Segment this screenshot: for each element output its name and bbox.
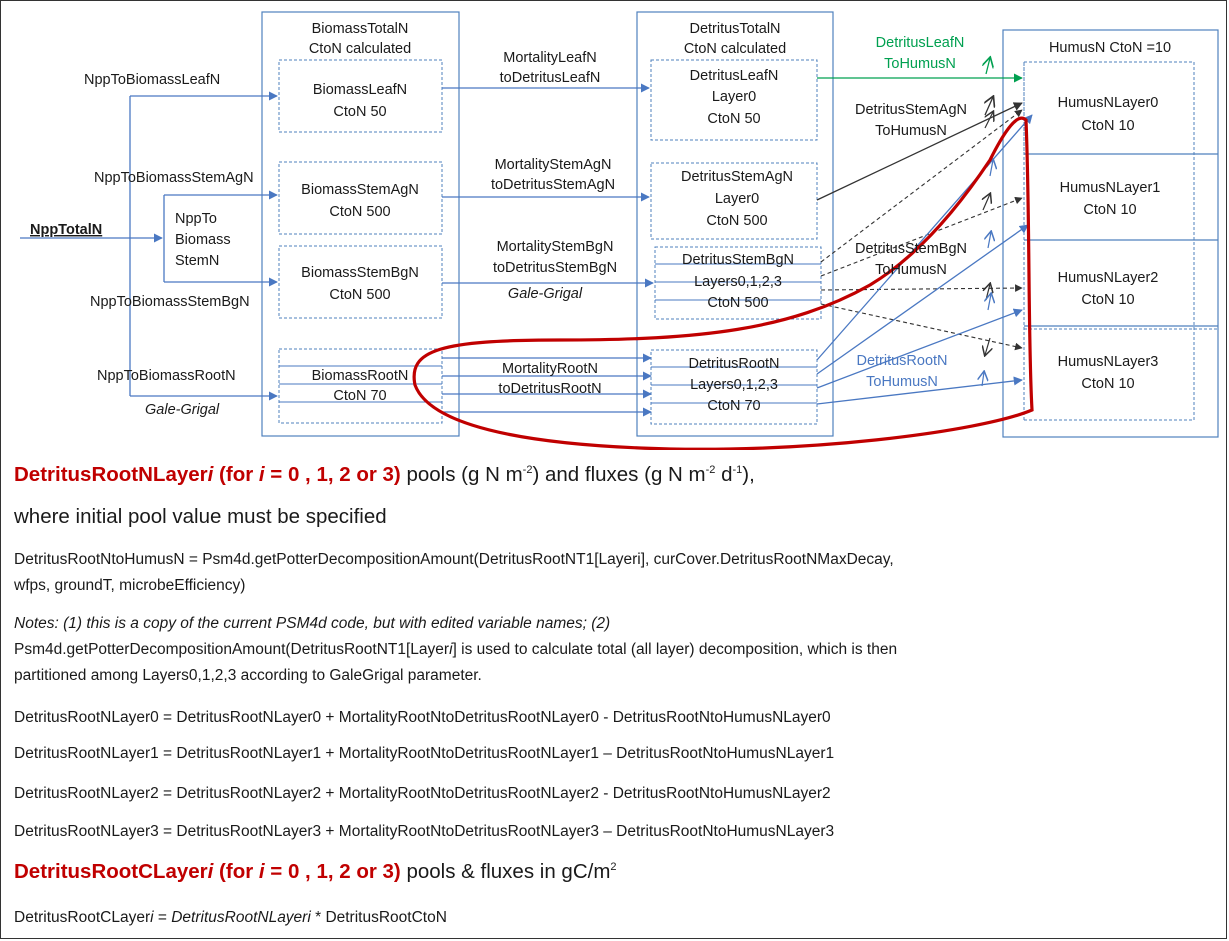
last-i: i xyxy=(150,909,154,926)
mortality-stem-bg-2: toDetritusStemBgN xyxy=(492,260,618,276)
humus-flux-stem-bg-1: DetritusStemBgN xyxy=(854,241,968,257)
equation-layer1: DetritusRootNLayer1 = DetritusRootNLayer1 + MortalityRootNtoDetritusRootNLayer1 – DetritusRootNtoHumusNLayer1 xyxy=(14,745,835,762)
heading1-pools-end: ), xyxy=(742,463,755,486)
npp-stem-label-2: Biomass xyxy=(175,232,231,248)
npp-stem-label-3: StemN xyxy=(175,253,220,269)
notes-line2-i: i xyxy=(449,641,453,658)
biomass-leaf-cton: CtoN 50 xyxy=(333,104,387,120)
notes-line-2 xyxy=(14,639,897,660)
humus-layer1-name: HumusNLayer1 xyxy=(1059,180,1161,196)
humus-flux-stem-bg-2: ToHumusN xyxy=(875,262,947,278)
detritus-stem-bg-layer: Layers0,1,2,3 xyxy=(694,274,782,290)
humus-layer2-cton: CtoN 10 xyxy=(1081,292,1135,308)
humus-layer0-name: HumusNLayer0 xyxy=(1057,95,1159,111)
biomass-root-name: BiomassRootN xyxy=(311,368,409,384)
detritus-stem-bg-cton: CtoN 500 xyxy=(707,295,769,311)
humus-header: HumusN CtoN =10 xyxy=(1048,40,1172,56)
last-c: DetritusRootNLayeri xyxy=(171,909,311,926)
humus-layer3-cton: CtoN 10 xyxy=(1081,376,1135,392)
gale-grigal-mid: Gale-Grigal xyxy=(507,286,583,302)
detritus-stem-ag-cton: CtoN 500 xyxy=(706,213,768,229)
heading1-exp3: -1 xyxy=(732,464,743,477)
mortality-root-1: MortalityRootN xyxy=(502,361,598,377)
detritus-leaf-name: DetritusLeafN xyxy=(689,68,779,84)
npp-leaf-label: NppToBiomassLeafN xyxy=(84,72,221,88)
heading1-exp2: -2 xyxy=(705,464,716,477)
detritus-header-1: DetritusTotalN xyxy=(689,21,781,37)
npp-total-label: NppTotalN xyxy=(30,222,103,238)
detritus-root-name: DetritusRootN xyxy=(688,356,780,372)
biomass-header-2: CtoN calculated xyxy=(308,41,412,57)
heading1-pools-pre: pools (g N m xyxy=(400,463,523,486)
heading2-qual-post: = 0 , 1, 2 or 3) xyxy=(264,860,401,883)
npp-stem-bg-label: NppToBiomassStemBgN xyxy=(90,294,250,310)
heading2-rest: pools & fluxes in gC/m xyxy=(400,860,611,883)
gale-grigal-left: Gale-Grigal xyxy=(145,402,220,418)
last-d: * DetritusRootCtoN xyxy=(310,909,447,926)
code-line-1: DetritusRootNtoHumusN = Psm4d.getPotterDecompositionAmount(DetritusRootNT1[Layeri], curCover.DetritusRootNMaxDecay, xyxy=(14,551,894,568)
heading2-name: DetritusRootCLayer xyxy=(14,860,208,883)
nitrogen-flow-diagram xyxy=(0,0,1229,450)
notes-line2-a: Psm4d.getPotterDecompositionAmount(DetritusRootNT1[Layer xyxy=(14,641,450,658)
heading1-name: DetritusRootNLayer xyxy=(14,463,208,486)
biomass-stem-bg-pool xyxy=(279,246,442,318)
biomass-root-cton: CtoN 70 xyxy=(333,388,387,404)
humus-layer1-cton: CtoN 10 xyxy=(1083,202,1137,218)
detritus-leaf-layer: Layer0 xyxy=(711,89,757,105)
humus-layer0-cton: CtoN 10 xyxy=(1081,118,1135,134)
carbon-equation xyxy=(14,907,447,928)
heading1-qual-post: = 0 , 1, 2 or 3) xyxy=(264,463,401,486)
last-a: DetritusRootCLayer xyxy=(14,909,151,926)
notes-line-1: Notes: (1) this is a copy of the current PSM4d code, but with edited variable names; (2) xyxy=(14,615,611,632)
detritus-root-cton: CtoN 70 xyxy=(707,398,761,414)
mortality-leaf-2: toDetritusLeafN xyxy=(499,70,601,86)
detritus-header-2: CtoN calculated xyxy=(683,41,787,57)
equation-layer3: DetritusRootNLayer3 = DetritusRootNLayer3 + MortalityRootNtoDetritusRootNLayer3 – DetritusRootNtoHumusNLayer3 xyxy=(14,823,835,840)
heading1-qual-var: i xyxy=(258,463,265,486)
heading2-var: i xyxy=(207,860,214,883)
biomass-leaf-name: BiomassLeafN xyxy=(312,82,408,98)
detritus-stem-ag-layer: Layer0 xyxy=(714,191,760,207)
biomass-stem-bg-name: BiomassStemBgN xyxy=(301,265,419,281)
biomass-header-1: BiomassTotalN xyxy=(311,21,409,37)
detritus-root-layer: Layers0,1,2,3 xyxy=(690,377,778,393)
code-line-2: wfps, groundT, microbeEfficiency) xyxy=(14,577,246,594)
humus-flux-stem-ag-1: DetritusStemAgN xyxy=(854,102,968,118)
notes-line-3: partitioned among Layers0,1,2,3 according to GaleGrigal parameter. xyxy=(14,667,482,684)
heading1-var: i xyxy=(207,463,214,486)
mortality-stem-ag-1: MortalityStemAgN xyxy=(494,157,612,173)
biomass-stem-ag-cton: CtoN 500 xyxy=(329,204,391,220)
detritus-stem-bg-name: DetritusStemBgN xyxy=(681,252,795,268)
npp-stem-ag-label: NppToBiomassStemAgN xyxy=(94,170,254,186)
humus-flux-root-2: ToHumusN xyxy=(866,374,938,390)
heading1-exp1: -2 xyxy=(522,464,533,477)
equation-layer2: DetritusRootNLayer2 = DetritusRootNLayer2 + MortalityRootNtoDetritusRootNLayer2 - DetritusRootNtoHumusNLayer2 xyxy=(14,785,831,802)
mortality-stem-bg-1: MortalityStemBgN xyxy=(496,239,614,255)
npp-stem-label-1: NppTo xyxy=(175,211,217,227)
heading2-qual-var: i xyxy=(258,860,265,883)
npp-root-label: NppToBiomassRootN xyxy=(97,368,236,384)
biomass-stem-ag-pool xyxy=(279,162,442,234)
detritus-leaf-cton: CtoN 50 xyxy=(707,111,761,127)
heading1-pools-mid2: d xyxy=(715,463,733,486)
equation-layer0: DetritusRootNLayer0 = DetritusRootNLayer0 + MortalityRootNtoDetritusRootNLayer0 - DetritusRootNtoHumusNLayer0 xyxy=(14,709,831,726)
humus-flux-root-1: DetritusRootN xyxy=(856,353,948,369)
notes-line2-b: ] is used to calculate total (all layer) decomposition, which is then xyxy=(452,641,898,658)
heading1-qual-pre: (for xyxy=(213,463,259,486)
mortality-root-2: toDetritusRootN xyxy=(498,381,602,397)
last-b: = xyxy=(153,909,172,926)
heading-detritus-root-n xyxy=(14,462,755,488)
heading2-exp: 2 xyxy=(610,861,617,874)
biomass-root-pool xyxy=(279,349,442,423)
humus-flux-stem-ag-2: ToHumusN xyxy=(875,123,947,139)
biomass-stem-ag-name: BiomassStemAgN xyxy=(301,182,419,198)
biomass-stem-bg-cton: CtoN 500 xyxy=(329,287,391,303)
humus-layer3-name: HumusNLayer3 xyxy=(1057,354,1159,370)
heading-detritus-root-c xyxy=(14,859,617,885)
mortality-stem-ag-2: toDetritusStemAgN xyxy=(490,177,616,193)
humus-flux-leaf-1: DetritusLeafN xyxy=(875,35,965,51)
humus-flux-leaf-2: ToHumusN xyxy=(884,56,956,72)
heading1-pools-mid: ) and fluxes (g N m xyxy=(532,463,706,486)
heading1-line2: where initial pool value must be specified xyxy=(14,505,387,528)
humus-layer2-name: HumusNLayer2 xyxy=(1057,270,1159,286)
heading2-qual-pre: (for xyxy=(213,860,259,883)
mortality-leaf-1: MortalityLeafN xyxy=(503,50,597,66)
detritus-stem-ag-name: DetritusStemAgN xyxy=(680,169,794,185)
